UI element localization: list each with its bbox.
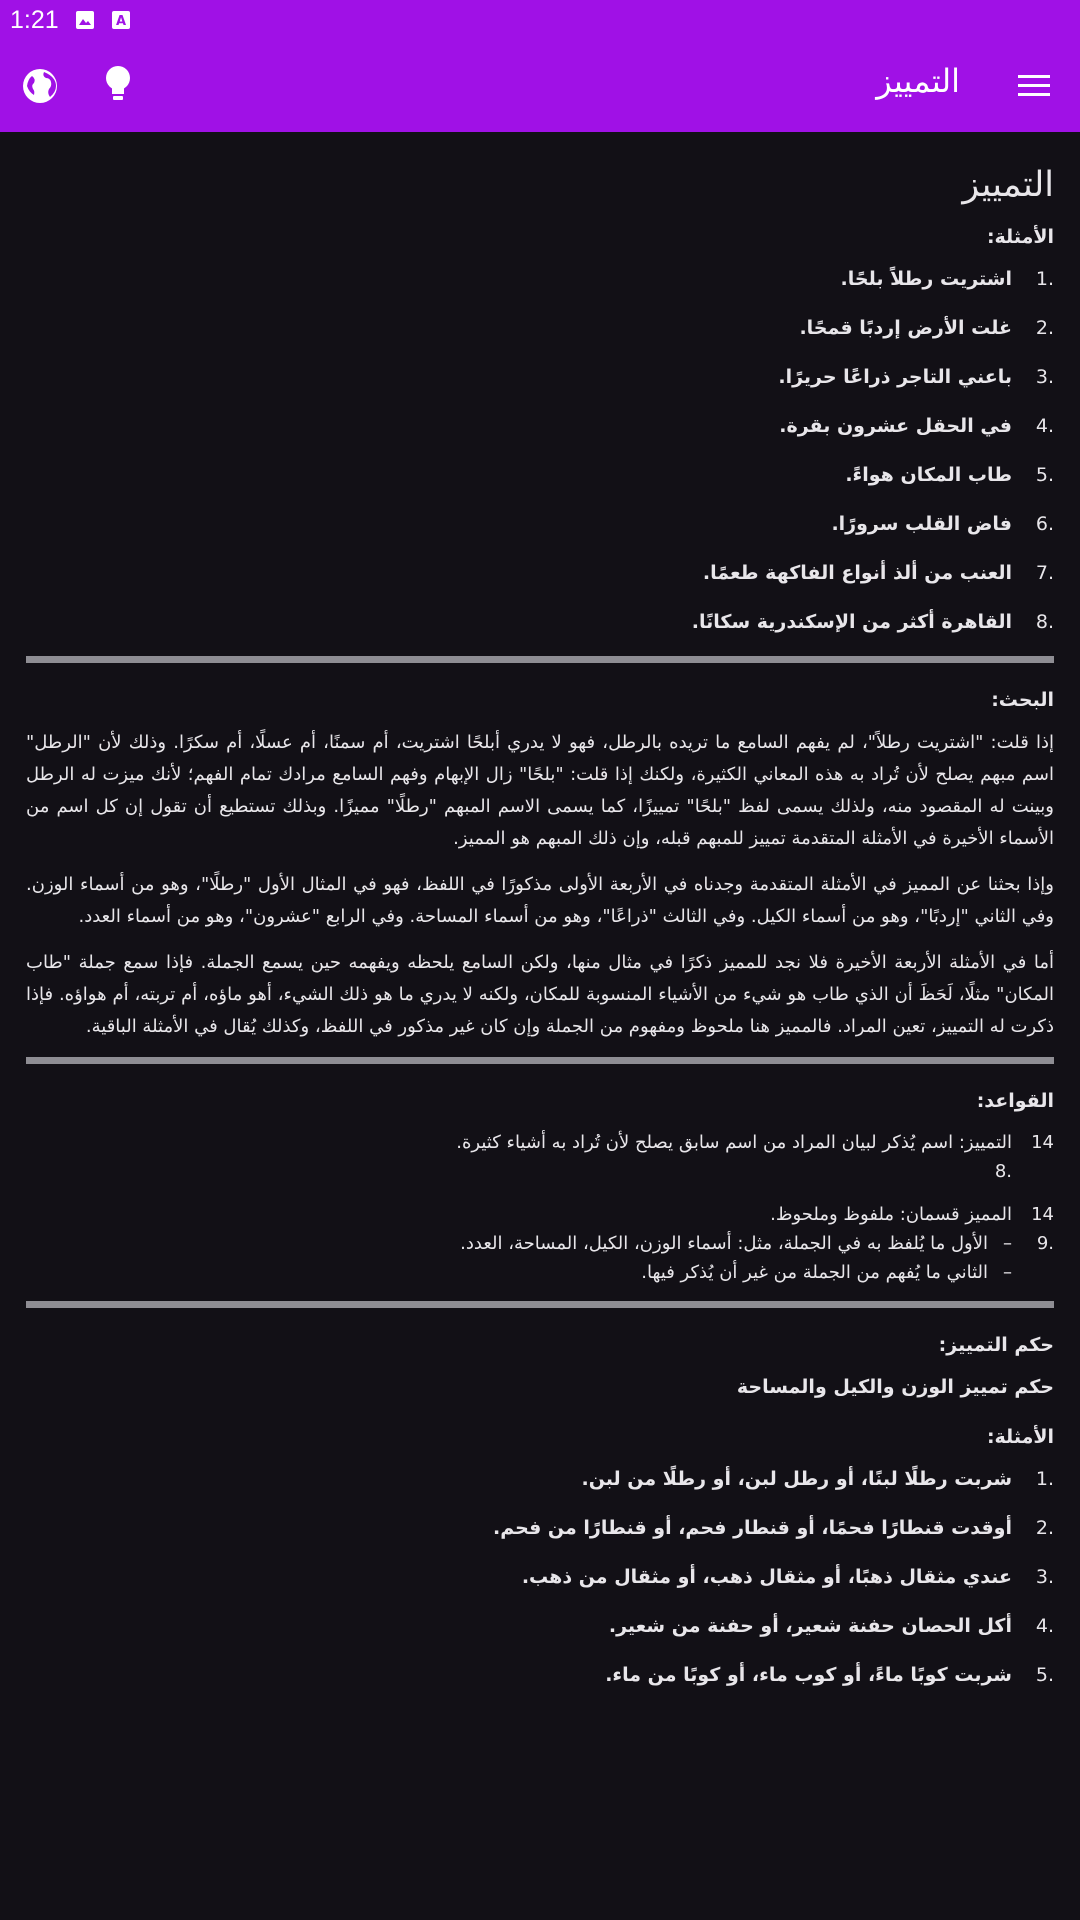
image-icon (75, 10, 95, 30)
text-a-icon (111, 10, 131, 30)
lesson-content[interactable] (26, 132, 1054, 1860)
menu-icon[interactable] (1018, 74, 1050, 98)
examples-list (26, 264, 1054, 637)
section-divider (26, 1301, 1054, 1308)
list-item: .5 شربت كوبًا ماءً، أو كوب ماء، أو كوبًا من ماء. (605, 1664, 1054, 1686)
research-paragraph: أما في الأمثلة الأربعة الأخيرة فلا نجد للمميز ذكرًا في مثال منها، ولكن السامع يلحظه ويفهمه حين يسمع الجملة. فإذا سمع جملة "طاب المكان" مثلًا، لَحَظَ أن الذي طاب هو شيء من الأشياء المنسوبة للمكان، ولكنه لا يدري ما هو ذلك الشيء، أهو ماؤه، أم تربته، أم هواؤه. فإذا ذكرت له التمييز، تعين المراد. فالمميز هنا ملحوظ ومفهوم من الجملة وإن كان غير مذكور في اللفظ، وكذلك يُقال في الأمثلة الباقية. (26, 952, 1054, 1037)
section-divider (26, 656, 1054, 663)
list-item: .3 باعني التاجر ذراعًا حريرًا. (778, 366, 1054, 388)
app-title: التمييز (876, 62, 960, 100)
list-item: .2 أوقدت قنطارًا فحمًا، أو قنطار فحم، أو قنطارًا من فحم. (493, 1517, 1054, 1539)
list-item: .5 طاب المكان هواءً. (845, 464, 1054, 486)
app-bar (0, 40, 1080, 132)
list-item: .6 فاض القلب سرورًا. (831, 513, 1054, 535)
list-item: .4 أكل الحصان حفنة شعير، أو حفنة من شعير. (608, 1615, 1054, 1637)
ruling-subtitle: حكم تمييز الوزن والكيل والمساحة (736, 1376, 1054, 1398)
examples2-label: الأمثلة: (986, 1426, 1054, 1448)
lightbulb-icon[interactable] (102, 64, 134, 104)
rule-item: 14 التمييز: اسم يُذكر لبيان المراد من اسم سابق يصلح لأن تُراد به أشياء كثيرة. .8 (456, 1132, 1054, 1182)
examples2-list (26, 1464, 1054, 1690)
list-item: .3 عندي مثقال ذهبًا، أو مثقال ذهب، أو مثقال من ذهب. (521, 1566, 1054, 1588)
research-label: البحث: (991, 689, 1054, 711)
rule-item: 14 المميز قسمان: ملفوظ وملحوظ. – الأول ما يُلفظ به في الجملة، مثل: أسماء الوزن، الكيل، المساحة، العدد. .9 – الثاني ما يُفهم من الجملة من غير أن يُذكر فيها. (460, 1204, 1054, 1283)
rules-label: القواعد: (976, 1090, 1054, 1112)
research-paragraph: إذا قلت: "اشتريت رطلاً"، لم يفهم السامع ما تريده بالرطل، فهو لا يدري أبلحًا اشتريت، أم سمنًا، أم عسلًا، أم سكرًا. وذلك لأن "الرطل" اسم مبهم يصلح لأن تُراد به هذه المعاني الكثيرة، ولكنك إذا قلت: "بلحًا" زال الإبهام وفهم السامع مرادك تمام الفهم؛ لأنك ميزت له الرطل وبينت له المقصود منه، ولذلك يسمى لفظ "بلحًا" تمييزًا، كما يسمى الاسم المبهم "رطلًا" مميزًا. وبذلك تستطيع أن تقول إن كل اسم من الأسماء الأخيرة في الأمثلة المتقدمة تمييز للمبهم قبله، وإن ذلك المبهم هو المميز. (26, 732, 1054, 849)
list-item: .4 في الحقل عشرون بقرة. (779, 415, 1054, 437)
section-divider (26, 1057, 1054, 1064)
page-title: التمييز (962, 165, 1054, 205)
ruling-label: حكم التمييز: (938, 1334, 1054, 1356)
list-item: .1 شربت رطلًا لبنًا، أو رطل لبن، أو رطلًا من لبن. (581, 1468, 1054, 1490)
list-item: .7 العنب من ألذ أنواع الفاكهة طعمًا. (702, 562, 1054, 584)
list-item: .8 القاهرة أكثر من الإسكندرية سكانًا. (691, 611, 1054, 633)
status-time: 1:21 (10, 6, 59, 34)
status-bar (0, 0, 1080, 40)
globe-icon[interactable] (20, 66, 60, 106)
research-paragraph: وإذا بحثنا عن المميز في الأمثلة المتقدمة وجدناه في الأربعة الأولى مذكورًا في اللفظ، فهو في المثال الأول "رطلًا"، وهو من أسماء الوزن. وفي الثاني "إردبًا"، وهو من أسماء الكيل. وفي الثالث "ذراعًا"، وهو من أسماء المساحة. وفي الرابع "عشرون"، وهو من أسماء العدد. (26, 874, 1054, 927)
list-item: .1 اشتريت رطلاً بلحًا. (840, 268, 1054, 290)
svg-text:A: A (115, 14, 127, 29)
list-item: .2 غلت الأرض إردبًا قمحًا. (799, 317, 1054, 339)
examples-label: الأمثلة: (986, 226, 1054, 248)
